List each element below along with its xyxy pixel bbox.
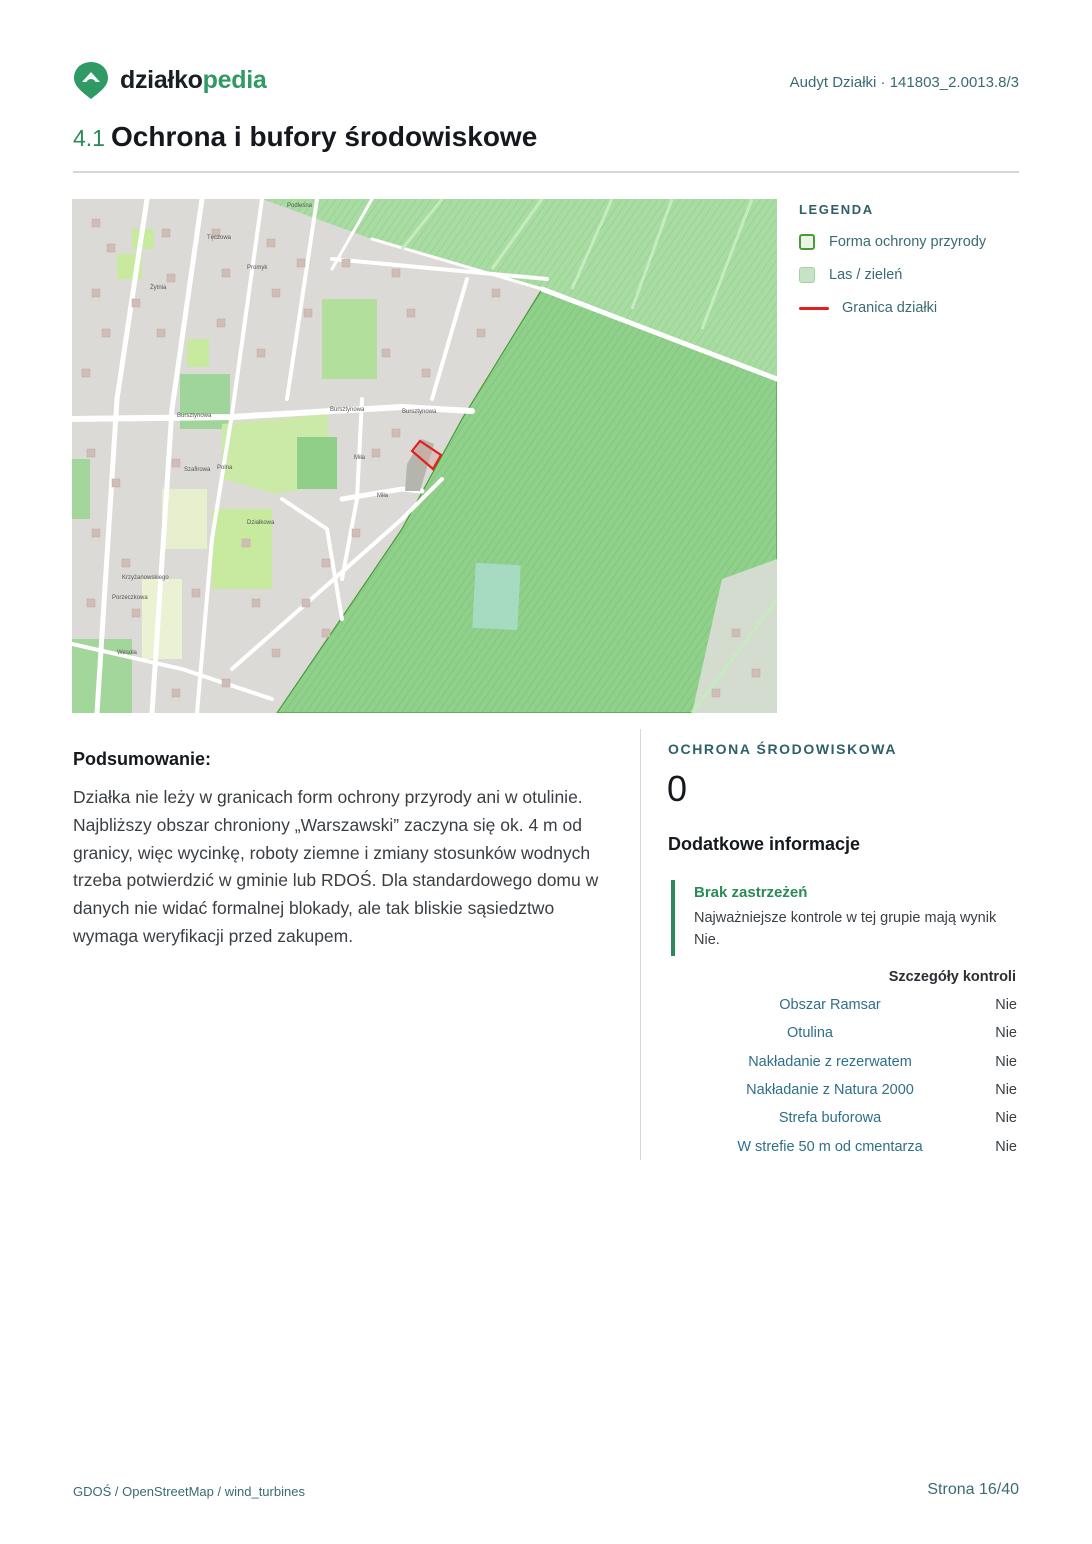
check-row: [700, 1054, 1020, 1076]
green-patch: [297, 437, 337, 489]
street-label: Szafirowa: [184, 467, 211, 473]
street-label: Bursztynowa: [177, 413, 212, 419]
check-value: Nie: [995, 1082, 1017, 1098]
page-number: Strona 16/40: [927, 1481, 1019, 1498]
check-value: Nie: [995, 1139, 1017, 1155]
check-label: Obszar Ramsar: [779, 997, 881, 1013]
street-label: Porzeczkowa: [112, 595, 148, 601]
check-row: [700, 1082, 1020, 1104]
protection-swatch-icon: [799, 234, 815, 250]
street-label: Bursztynowa: [402, 409, 437, 415]
street-label: Promyk: [247, 265, 268, 271]
check-row: [700, 1139, 1020, 1161]
check-value: Nie: [995, 1054, 1017, 1070]
street-label: Polna: [217, 465, 233, 471]
check-label: Strefa buforowa: [778, 1110, 882, 1126]
street-label: Wesoła: [117, 650, 137, 656]
legend-label: Forma ochrony przyrody: [829, 234, 987, 250]
legend-label: Granica działki: [842, 300, 938, 316]
street-label: Miła: [377, 493, 389, 499]
section-title-text: Ochrona i bufory środowiskowe: [110, 121, 538, 152]
green-patch: [162, 489, 207, 549]
logo-text-green: pedia: [202, 65, 267, 94]
section-number: 4.1: [73, 125, 105, 151]
legend-item-plot-boundary: [799, 300, 1029, 316]
summary-text: Działka nie leży w granicach form ochrony przyrody ani w otulinie. Najbliższy obszar chroniony „Warszawski” zaczyna się ok. 4 m od granicy, więc wycinkę, roboty ziemne i zmiany stosunków wodnych trzeba potwierdzić w gminie lub RDOŚ. Dla standardowego domu w danych nie widać formalnej blokady, ale tak bliskie sąsiedztwo wymaga weryfikacji przed zakupem.: [73, 787, 599, 946]
check-label: Nakładanie z Natura 2000: [746, 1082, 914, 1098]
check-row: [700, 1110, 1020, 1132]
map[interactable]: [72, 199, 777, 713]
boundary-line-icon: [799, 307, 829, 310]
environment-label: OCHRONA ŚRODOWISKOWA: [668, 741, 898, 757]
location-pin-icon: [72, 60, 110, 100]
map-canvas: [72, 199, 777, 713]
logo-text-dark: działko: [120, 65, 203, 94]
green-patch: [72, 459, 90, 519]
environment-score: 0: [667, 768, 688, 809]
check-label: W strefie 50 m od cmentarza: [737, 1139, 923, 1155]
check-value: Nie: [995, 997, 1017, 1013]
legend-label: Las / zieleń: [829, 267, 903, 283]
check-value: Nie: [995, 1110, 1017, 1126]
map-legend: [799, 199, 1029, 316]
section-title: [73, 121, 537, 153]
street-label: Działkowa: [247, 520, 275, 526]
street-label: Miła: [354, 455, 366, 461]
callout-text: Najważniejsze kontrole w tej grupie mają wynik Nie.: [694, 910, 997, 948]
green-patch: [322, 299, 377, 379]
green-patch: [187, 339, 209, 367]
legend-item-protection: [799, 234, 1029, 250]
legend-item-forest: [799, 267, 1029, 283]
additional-info-heading: Dodatkowe informacje: [668, 834, 861, 854]
street-label: Żytnia: [150, 285, 167, 291]
header-divider: [73, 171, 1019, 173]
checks-heading: Szczegóły kontroli: [888, 969, 1016, 985]
check-label: Nakładanie z rezerwatem: [748, 1054, 912, 1070]
green-patch: [180, 374, 230, 429]
check-row: [700, 1025, 1020, 1047]
status-callout: [671, 880, 1024, 956]
summary-heading: Podsumowanie:: [73, 749, 212, 769]
audit-reference: Audyt Działki · 141803_2.0013.8/3: [789, 74, 1019, 91]
street-label: Bursztynowa: [330, 407, 365, 413]
street-label: Tęczowa: [207, 235, 232, 241]
street-label: Krzyżanowskiego: [122, 575, 169, 581]
water-pond: [472, 563, 520, 630]
check-label: Otulina: [787, 1025, 833, 1041]
check-value: Nie: [995, 1025, 1017, 1041]
street-label: Podleśna: [287, 203, 313, 209]
check-row: [700, 997, 1020, 1019]
footer-sources: GDOŚ / OpenStreetMap / wind_turbines: [73, 1484, 305, 1499]
column-divider: [640, 729, 641, 1160]
logo: [72, 60, 266, 100]
forest-swatch-icon: [799, 267, 815, 283]
logo-wordmark: [120, 66, 266, 95]
legend-title: LEGENDA: [799, 202, 874, 217]
callout-title: Brak zastrzeżeń: [694, 884, 808, 901]
